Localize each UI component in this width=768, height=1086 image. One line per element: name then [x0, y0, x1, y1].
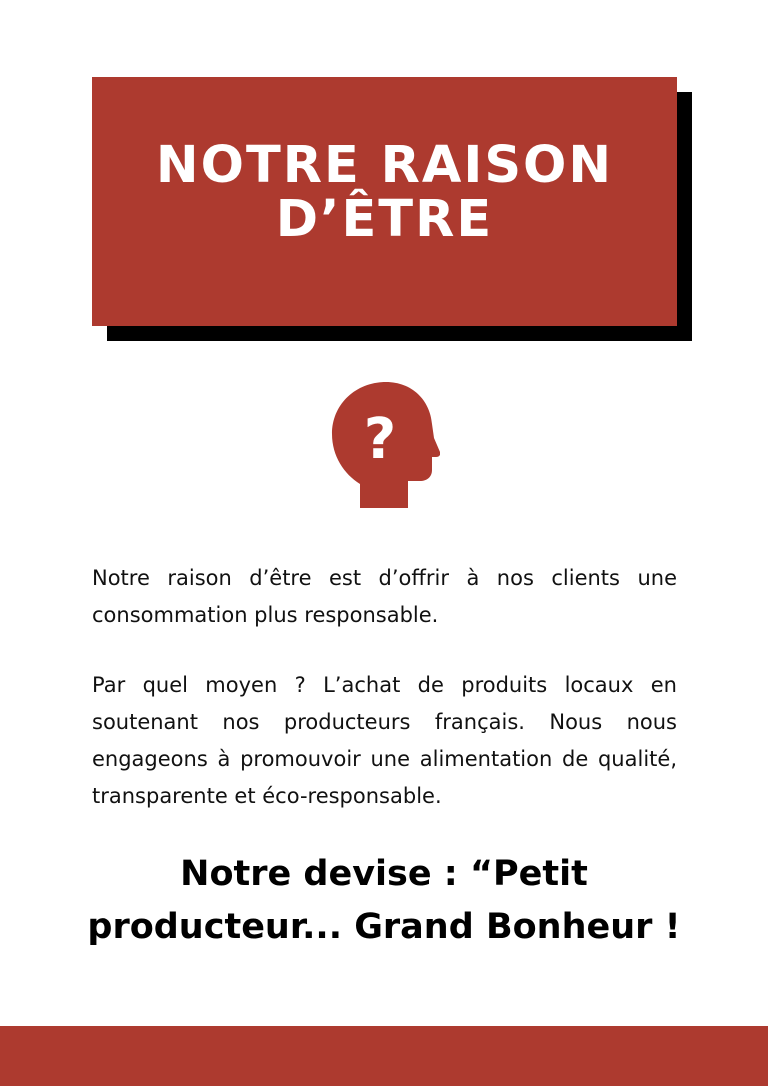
motto-line-2: producteur... Grand Bonheur !	[87, 907, 681, 947]
footer-band	[0, 1026, 768, 1086]
question-mark: ?	[363, 407, 397, 472]
purpose-paragraph: Notre raison d’être est d’offrir à nos clients une consommation plus responsable.	[92, 566, 677, 627]
page-title-line-1: NOTRE RAISON	[155, 135, 614, 195]
head-question-icon	[328, 380, 440, 508]
motto-line-1: Notre devise : “Petit	[180, 854, 588, 894]
title-box	[92, 77, 677, 326]
page-title-line-2: D’ÊTRE	[275, 189, 494, 249]
means-paragraph: Par quel moyen ? L’achat de produits locaux en soutenant nos producteurs français. Nous nous engageons à promouvoir une alimentation de qualité, transparente et éco-responsable.	[92, 673, 677, 808]
motto	[60, 848, 708, 954]
page-title	[155, 135, 614, 249]
